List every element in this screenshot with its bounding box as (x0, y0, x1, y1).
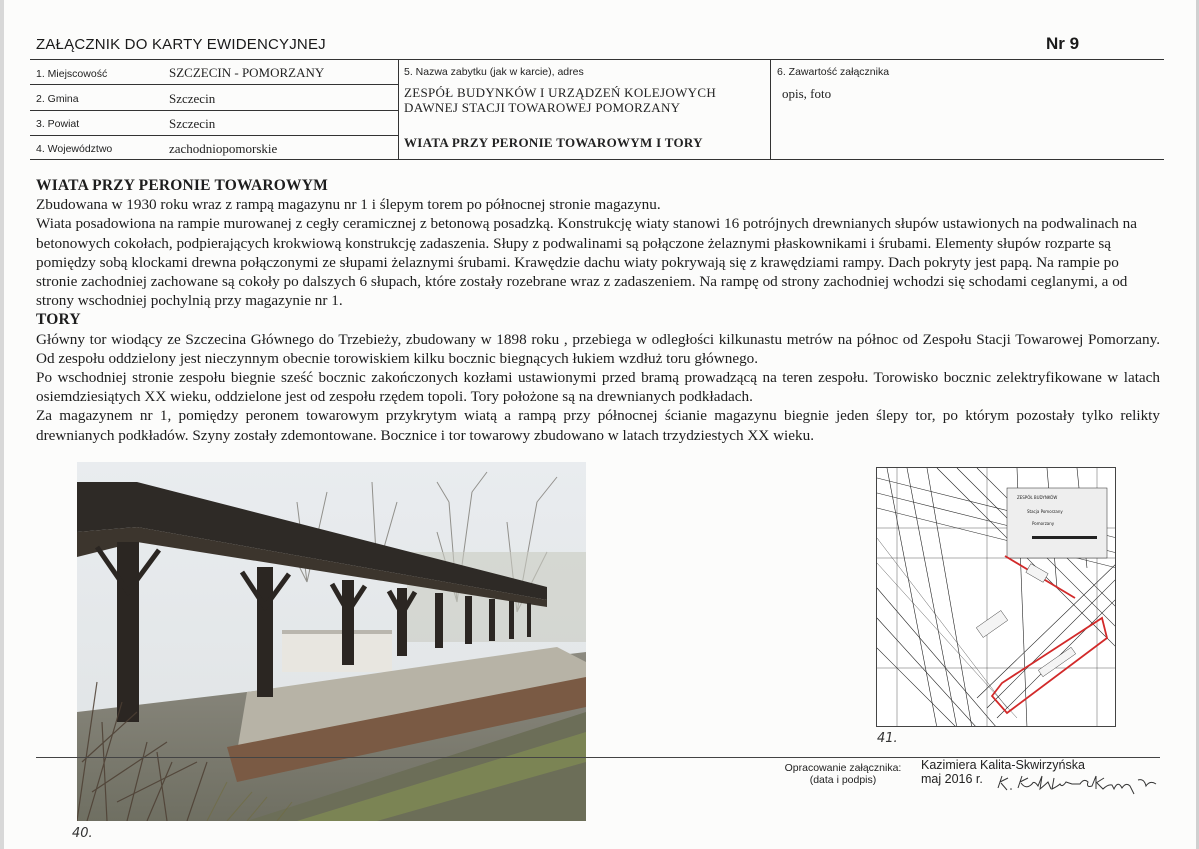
table-row-rule-3 (30, 135, 398, 136)
zawartosc-label: 6. Zawartość załącznika (777, 66, 890, 78)
preparation-date: maj 2016 r. (921, 772, 983, 786)
platform-shelter-photo (77, 462, 586, 821)
paragraph-wiata-intro: Zbudowana w 1930 roku wraz z rampą magazynu nr 1 i ślepym torem po północnej stronie magazynu. (36, 196, 661, 214)
wojewodztwo-value: zachodniopomorskie (169, 141, 278, 156)
table-divider-2 (770, 59, 771, 160)
gmina-label: 2. Gmina (36, 93, 79, 105)
paragraph-tory-dead-end: Za magazynem nr 1, pomiędzy peronem towarowym przykrytym wiatą a rampą przy północnej ścianie magazynu biegnie jeden ślepy tor, po którym pozostały tylko relikty drewnianych podkładów. Szyny zostały zdemontowane. Bocznice i tor towarowy zbudowano w latach trzydziestych XX wieku. (36, 407, 1160, 444)
gmina-value: Szczecin (169, 91, 216, 106)
section-heading-tory: TORY (36, 311, 81, 329)
prepared-by-label-line2: (data i podpis) (809, 774, 877, 786)
miejscowosc-value: SZCZECIN - POMORZANY (169, 65, 325, 80)
section-heading-wiata: WIATA PRZY PERONIE TOWAROWYM (36, 177, 328, 194)
map-legend-line3: Pomorzany (1032, 521, 1055, 526)
map-legend-line1: ZESPÓŁ BUDYNKÓW (1017, 495, 1058, 500)
nazwa-zabytku-line1: ZESPÓŁ BUDYNKÓW I URZĄDZEŃ KOLEJOWYCH (404, 85, 717, 100)
map-number-caption: 41. (877, 731, 898, 746)
nazwa-zabytku-line3: WIATA PRZY PERONIE TOWAROWYM I TORY (404, 135, 703, 150)
paragraph-tory-east: Po wschodniej stronie zespołu biegnie sześć bocznic zakończonych kozłami ustawionymi przed bramą prowadzącą na teren zespołu. Torowisko bocznic zelektryfikowane w latach osiemdziesiątych XX wieku, oddzielone jest od zespołu rzędem topoli. Tory położone są na drewnianych podkładach. (36, 369, 1160, 406)
powiat-value: Szczecin (169, 116, 216, 131)
powiat-label: 3. Powiat (36, 118, 80, 130)
paragraph-tory-main: Główny tor wiodący ze Szczecina Głównego do Trzebieży, zbudowany w 1898 roku , przebiega w odległości kilkunastu metrów na północ od Zespołu Stacji Towarowej Pomorzany. Od zespołu oddzielony jest nieczynnym obecnie torowiskiem kilku bocznic biegnących łukiem wzdłuż toru głównego. (36, 330, 1160, 367)
nazwa-zabytku-line2: DAWNEJ STACJI TOWAROWEJ POMORZANY (404, 100, 681, 115)
prepared-by-label-line1: Opracowanie załącznika: (784, 762, 902, 774)
miejscowosc-label: 1. Miejscowość (36, 68, 108, 80)
attachment-number: Nr 9 (1046, 34, 1080, 53)
description-body (36, 176, 1160, 445)
map-legend-line2: Stacja Pomorzany (1027, 509, 1063, 514)
zawartosc-value: opis, foto (782, 86, 832, 101)
paragraph-wiata-construction: Wiata posadowiona na rampie murowanej z cegły ceramicznej z betonową posadzką. Konstrukcję wiaty stanowi 16 potrójnych drewnianych słupów ustawionych na podwalinach na betonowych cokołach, podpierających krokwiową konstrukcję zadaszenia. Słupy z podwalinami są połączone żelaznymi płaskownikami i śrubami. Elementy słupów rozparte są pomiędzy sobą klockami drewna połączonymi ze słupami żelaznymi śrubami. Krawędzie dachu wiaty pokrywają się z krawędziami rampy. Dach pokryty jest papą. Na rampie po stronie zachodniej zachowane są cokoły po dalszych 6 słupach, które zostały rozebrane wraz z zadaszeniem. Na rampę od strony zachodniej wchodzi się schodami ceglanymi, a od strony wschodniej pochylnią przy magazynie nr 1. (36, 215, 1137, 310)
photo-number-caption: 40. (72, 826, 93, 841)
nazwa-zabytku-label: 5. Nazwa zabytku (jak w karcie), adres (404, 66, 584, 78)
document-title: ZAŁĄCZNIK DO KARTY EWIDENCYJNEJ (36, 36, 326, 53)
table-row-rule-2 (30, 110, 398, 111)
wojewodztwo-label: 4. Województwo (36, 143, 113, 155)
prepared-by-label (780, 762, 906, 786)
handwritten-signature (988, 770, 1168, 796)
table-row-rule-1 (30, 84, 398, 85)
table-divider-1 (398, 59, 399, 160)
author-name: Kazimiera Kalita-Skwirzyńska (921, 758, 1085, 772)
scan-edge-left (0, 0, 4, 849)
site-map (876, 467, 1116, 727)
table-bottom-rule (30, 159, 1164, 160)
table-top-rule (30, 59, 1164, 60)
